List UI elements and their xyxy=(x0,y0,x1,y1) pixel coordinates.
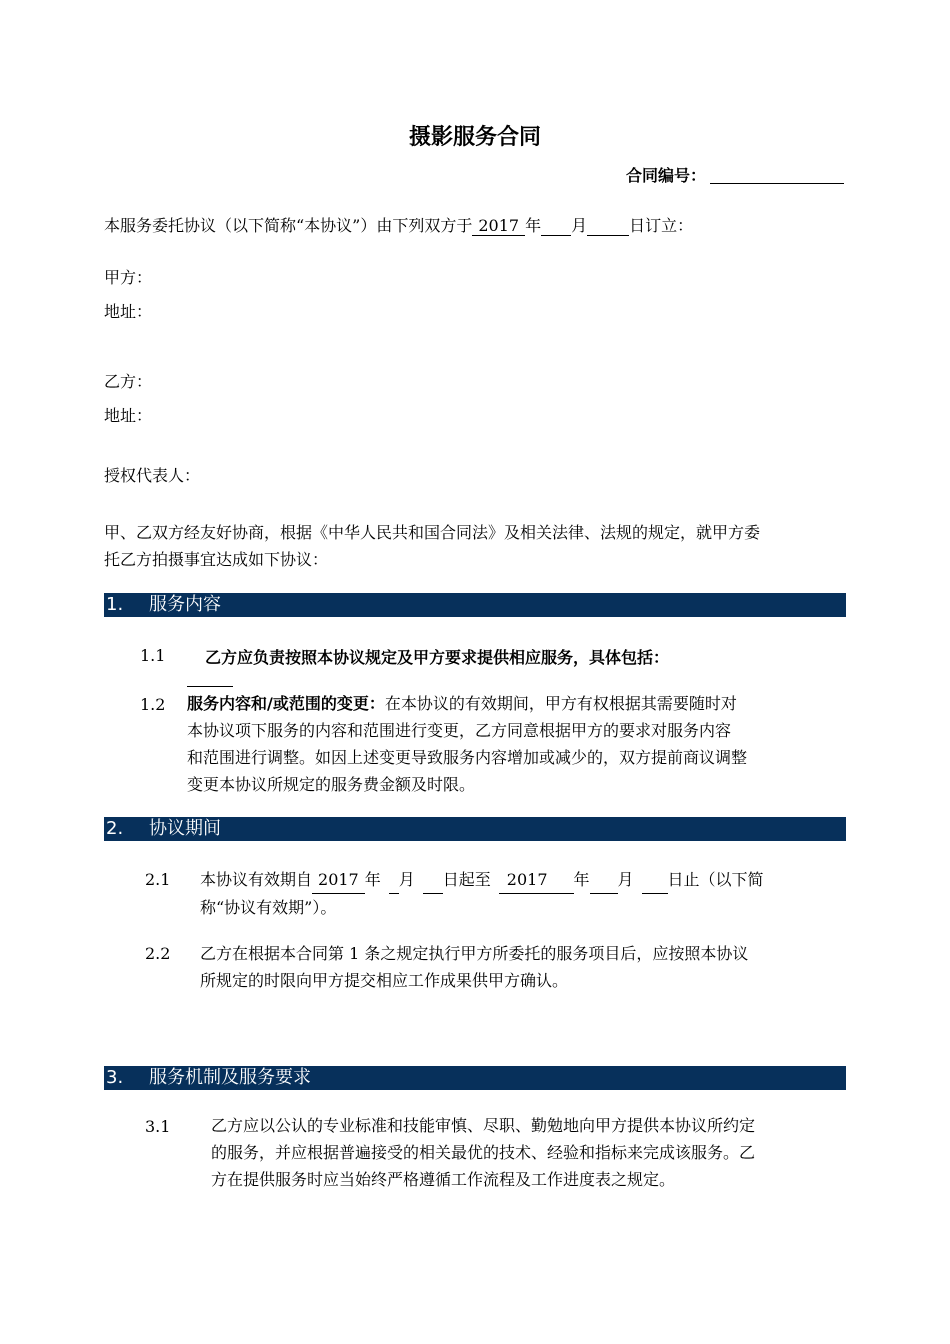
clause-text: 月 xyxy=(398,870,415,889)
start-year: 2017 xyxy=(312,866,365,894)
clause-text: 日起至 xyxy=(442,870,491,889)
clause-line: 在本协议的有效期间，甲方有权根据其需要随时对 xyxy=(384,694,737,713)
clause-2-2-text xyxy=(200,940,748,994)
section-title: 服务内容 xyxy=(149,594,221,615)
intro-year: 2017 xyxy=(472,216,525,236)
contract-number-blank xyxy=(710,167,844,184)
clause-text: 日止（以下简 xyxy=(667,870,764,889)
section-1-header xyxy=(104,593,846,617)
section-number: 2. xyxy=(106,818,124,839)
clause-line: 乙方在根据本合同第 1 条之规定执行甲方所委托的服务项目后，应按照本协议 xyxy=(200,944,749,963)
address-b-label: 地址： xyxy=(104,406,153,425)
clause-text: 本协议有效期自 xyxy=(200,870,313,889)
clause-line: 的服务，并应根据普遍接受的相关最优的技术、经验和指标来完成该服务。乙 xyxy=(211,1143,756,1162)
preamble-line: 甲、乙双方经友好协商，根据《中华人民共和国合同法》及相关法律、法规的规定，就甲方委 xyxy=(104,523,761,542)
document-title: 摄影服务合同 xyxy=(408,125,541,150)
clause-line: 变更本协议所规定的服务费金额及时限。 xyxy=(187,775,476,794)
intro-year-suffix: 年 xyxy=(525,216,542,235)
clause-line: 称“协议有效期”）。 xyxy=(200,898,337,917)
start-month-blank xyxy=(389,866,399,894)
preamble xyxy=(104,519,760,573)
clause-line: 乙方应以公认的专业标准和技能审慎、尽职、勤勉地向甲方提供本协议所约定 xyxy=(211,1116,756,1135)
intro-month-suffix: 月 xyxy=(571,216,588,235)
clause-2-2-number: 2.2 xyxy=(145,944,171,963)
party-b-label: 乙方： xyxy=(104,372,153,391)
intro-text: 本服务委托协议（以下简称“本协议”）由下列双方于 xyxy=(104,216,473,235)
intro-line xyxy=(104,213,693,236)
end-month-blank xyxy=(590,866,618,894)
clause-1-1-text: 乙方应负责按照本协议规定及甲方要求提供相应服务，具体包括： xyxy=(205,648,670,667)
clause-line: 本协议项下服务的内容和范围进行变更，乙方同意根据甲方的要求对服务内容 xyxy=(187,721,732,740)
clause-3-1-number: 3.1 xyxy=(145,1117,171,1136)
clause-text: 月 xyxy=(617,870,634,889)
clause-1-2-number: 1.2 xyxy=(140,695,166,714)
section-title: 服务机制及服务要求 xyxy=(149,1067,311,1088)
section-number: 3. xyxy=(106,1067,124,1088)
intro-day-blank xyxy=(587,216,629,236)
contract-number-label: 合同编号： xyxy=(625,166,706,185)
clause-3-1-text xyxy=(211,1112,755,1193)
start-day-blank xyxy=(423,866,443,894)
section-2-header xyxy=(104,817,846,841)
end-day-blank xyxy=(642,866,668,894)
clause-line: 所规定的时限向甲方提交相应工作成果供甲方确认。 xyxy=(200,971,569,990)
contract-number xyxy=(626,163,844,186)
end-year: 2017 xyxy=(499,866,574,894)
clause-text: 年 xyxy=(573,870,590,889)
clause-1-1-number: 1.1 xyxy=(140,646,166,665)
section-number: 1. xyxy=(106,594,124,615)
preamble-line: 托乙方拍摄事宜达成如下协议： xyxy=(104,550,329,569)
clause-line: 和范围进行调整。如因上述变更导致服务内容增加或减少的，双方提前商议调整 xyxy=(187,748,748,767)
section-title: 协议期间 xyxy=(149,818,221,839)
clause-1-2-text xyxy=(187,690,747,798)
clause-1-2-heading: 服务内容和/或范围的变更： xyxy=(187,694,385,713)
party-a-label: 甲方： xyxy=(104,268,153,287)
intro-day-suffix: 日订立： xyxy=(629,216,694,235)
intro-month-blank xyxy=(541,216,571,236)
address-a-label: 地址： xyxy=(104,302,153,321)
clause-2-1-number: 2.1 xyxy=(145,870,171,889)
clause-line: 方在提供服务时应当始终严格遵循工作流程及工作进度表之规定。 xyxy=(211,1170,676,1189)
clause-text: 年 xyxy=(364,870,381,889)
clause-1-1-blank xyxy=(187,672,233,687)
section-3-header xyxy=(104,1066,846,1090)
representative-label: 授权代表人： xyxy=(104,466,201,485)
clause-2-1-text xyxy=(200,866,764,921)
